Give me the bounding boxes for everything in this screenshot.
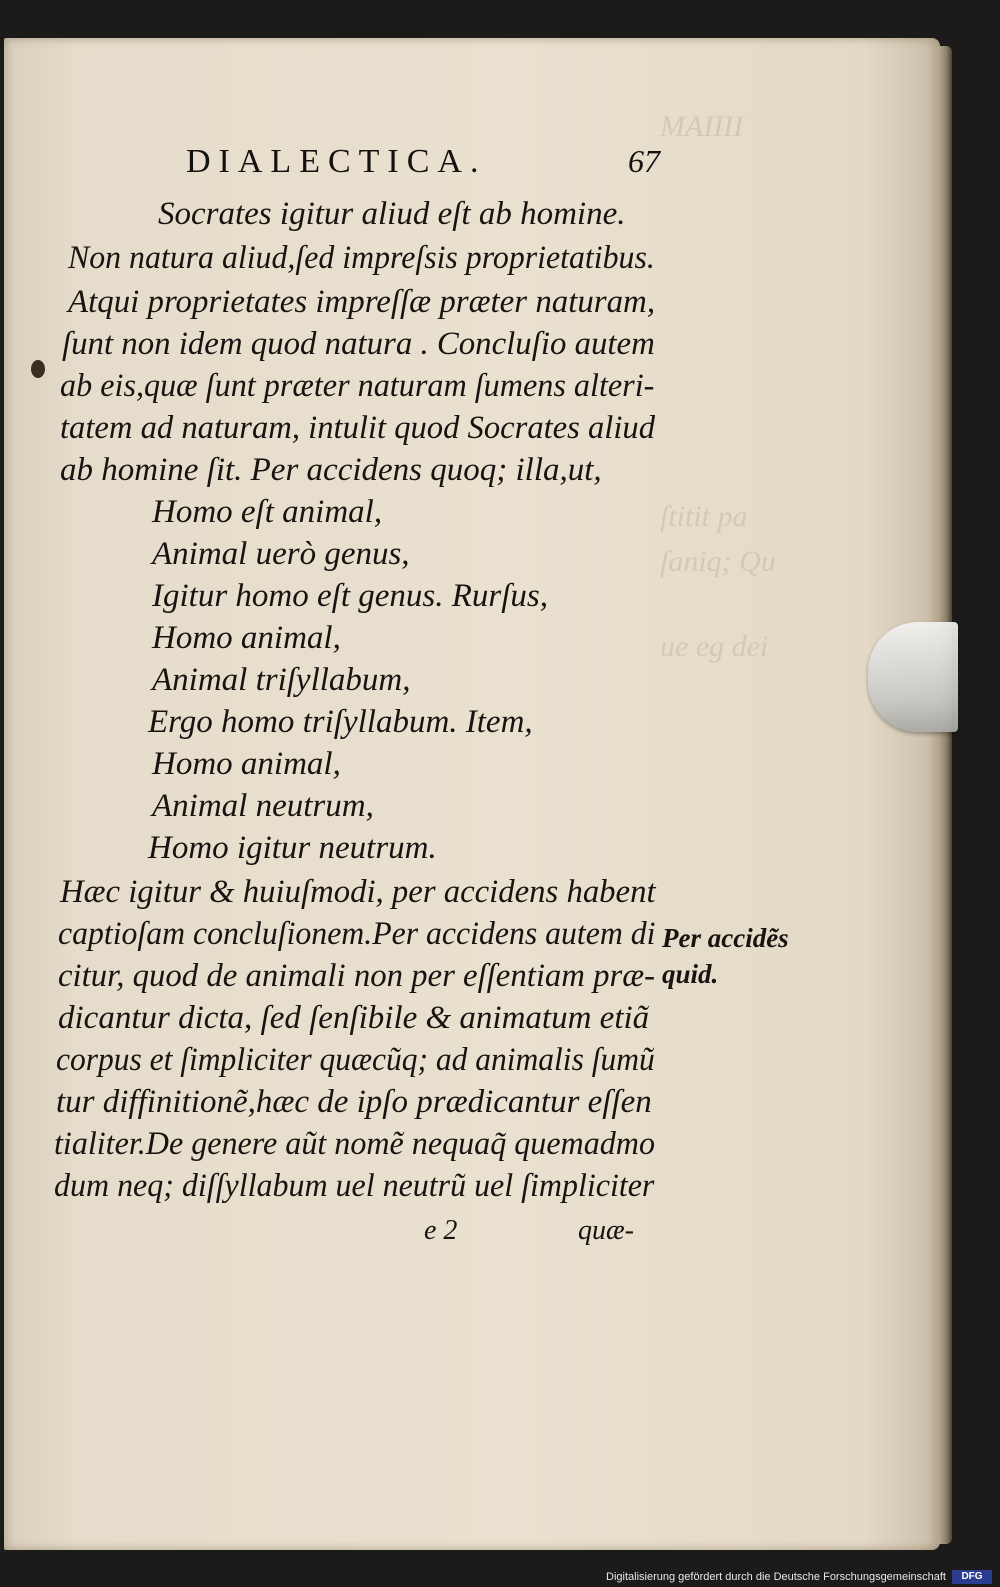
signature-mark: e 2 [424,1215,458,1246]
catchword: quæ- [578,1215,634,1246]
running-title: DIALECTICA. [186,143,487,180]
text-line: Non natura aliud,ſed impreſsis proprietatibus. [68,240,655,276]
marginal-note [662,920,789,992]
text-line: tialiter.De genere aũt nomẽ nequaq̃ quemadmo [54,1126,656,1162]
text-line: captioſam concluſionem.Per accidens autem di [58,916,656,952]
text-line: tur diffinitionẽ,hæc de ipſo prædicantur eſſen [56,1084,652,1120]
text-line: Socrates igitur aliud eſt ab homine. [158,196,626,232]
show-through-text: ſaniq; Qu [660,545,776,578]
text-line: Homo animal, [152,746,341,782]
page-header [186,143,660,183]
text-line: Homo eſt animal, [152,494,383,530]
text-line: citur, quod de animali non per eſſentiam præ- [58,958,656,994]
show-through-text: MAIIII [660,110,744,143]
text-line: corpus et ſimpliciter quæcũq; ad animalis ſumũ [56,1042,655,1078]
text-line: Ergo homo triſyllabum. Item, [148,704,533,740]
text-line: dum neq; diſſyllabum uel neutrũ uel ſimpliciter [54,1168,655,1204]
page-number: 67 [628,143,660,179]
text-line: Homo igitur neutrum. [148,830,437,866]
text-line: Animal uerò genus, [152,536,410,572]
marginal-note-line: Per accidẽs [662,923,789,953]
text-line: Hæc igitur & huiuſmodi, per accidens habent [60,874,656,910]
text-line: Atqui proprietates impreſſæ præter naturam, [68,284,656,320]
dfg-logo: DFG [952,1570,992,1584]
text-line: dicantur dicta, ſed ſenſibile & animatum etiã [58,1000,650,1036]
credit-text: Digitalisierung gefördert durch die Deutsche Forschungsgemeinschaft [606,1571,946,1583]
show-through-text: ſtitit pa [660,500,748,533]
worm-hole [31,360,45,378]
text-line: Igitur homo eſt genus. Rurſus, [152,578,548,614]
text-line: ab eis,quæ ſunt præter naturam ſumens alteri- [60,368,655,404]
marginal-note-line: quid. [662,959,719,989]
text-line: ab homine ſit. Per accidens quoq; illa,ut, [60,452,602,488]
text-line: Homo animal, [152,620,341,656]
text-line: Animal triſyllabum, [152,662,411,698]
page-clip [868,622,958,732]
text-line: ſunt non idem quod natura . Concluſio autem [62,326,655,362]
text-line: tatem ad naturam, intulit quod Socrates aliud [60,410,656,446]
show-through-text: ue eg dei [660,630,769,663]
text-line: Animal neutrum, [152,788,374,824]
page-edge [938,46,952,1544]
